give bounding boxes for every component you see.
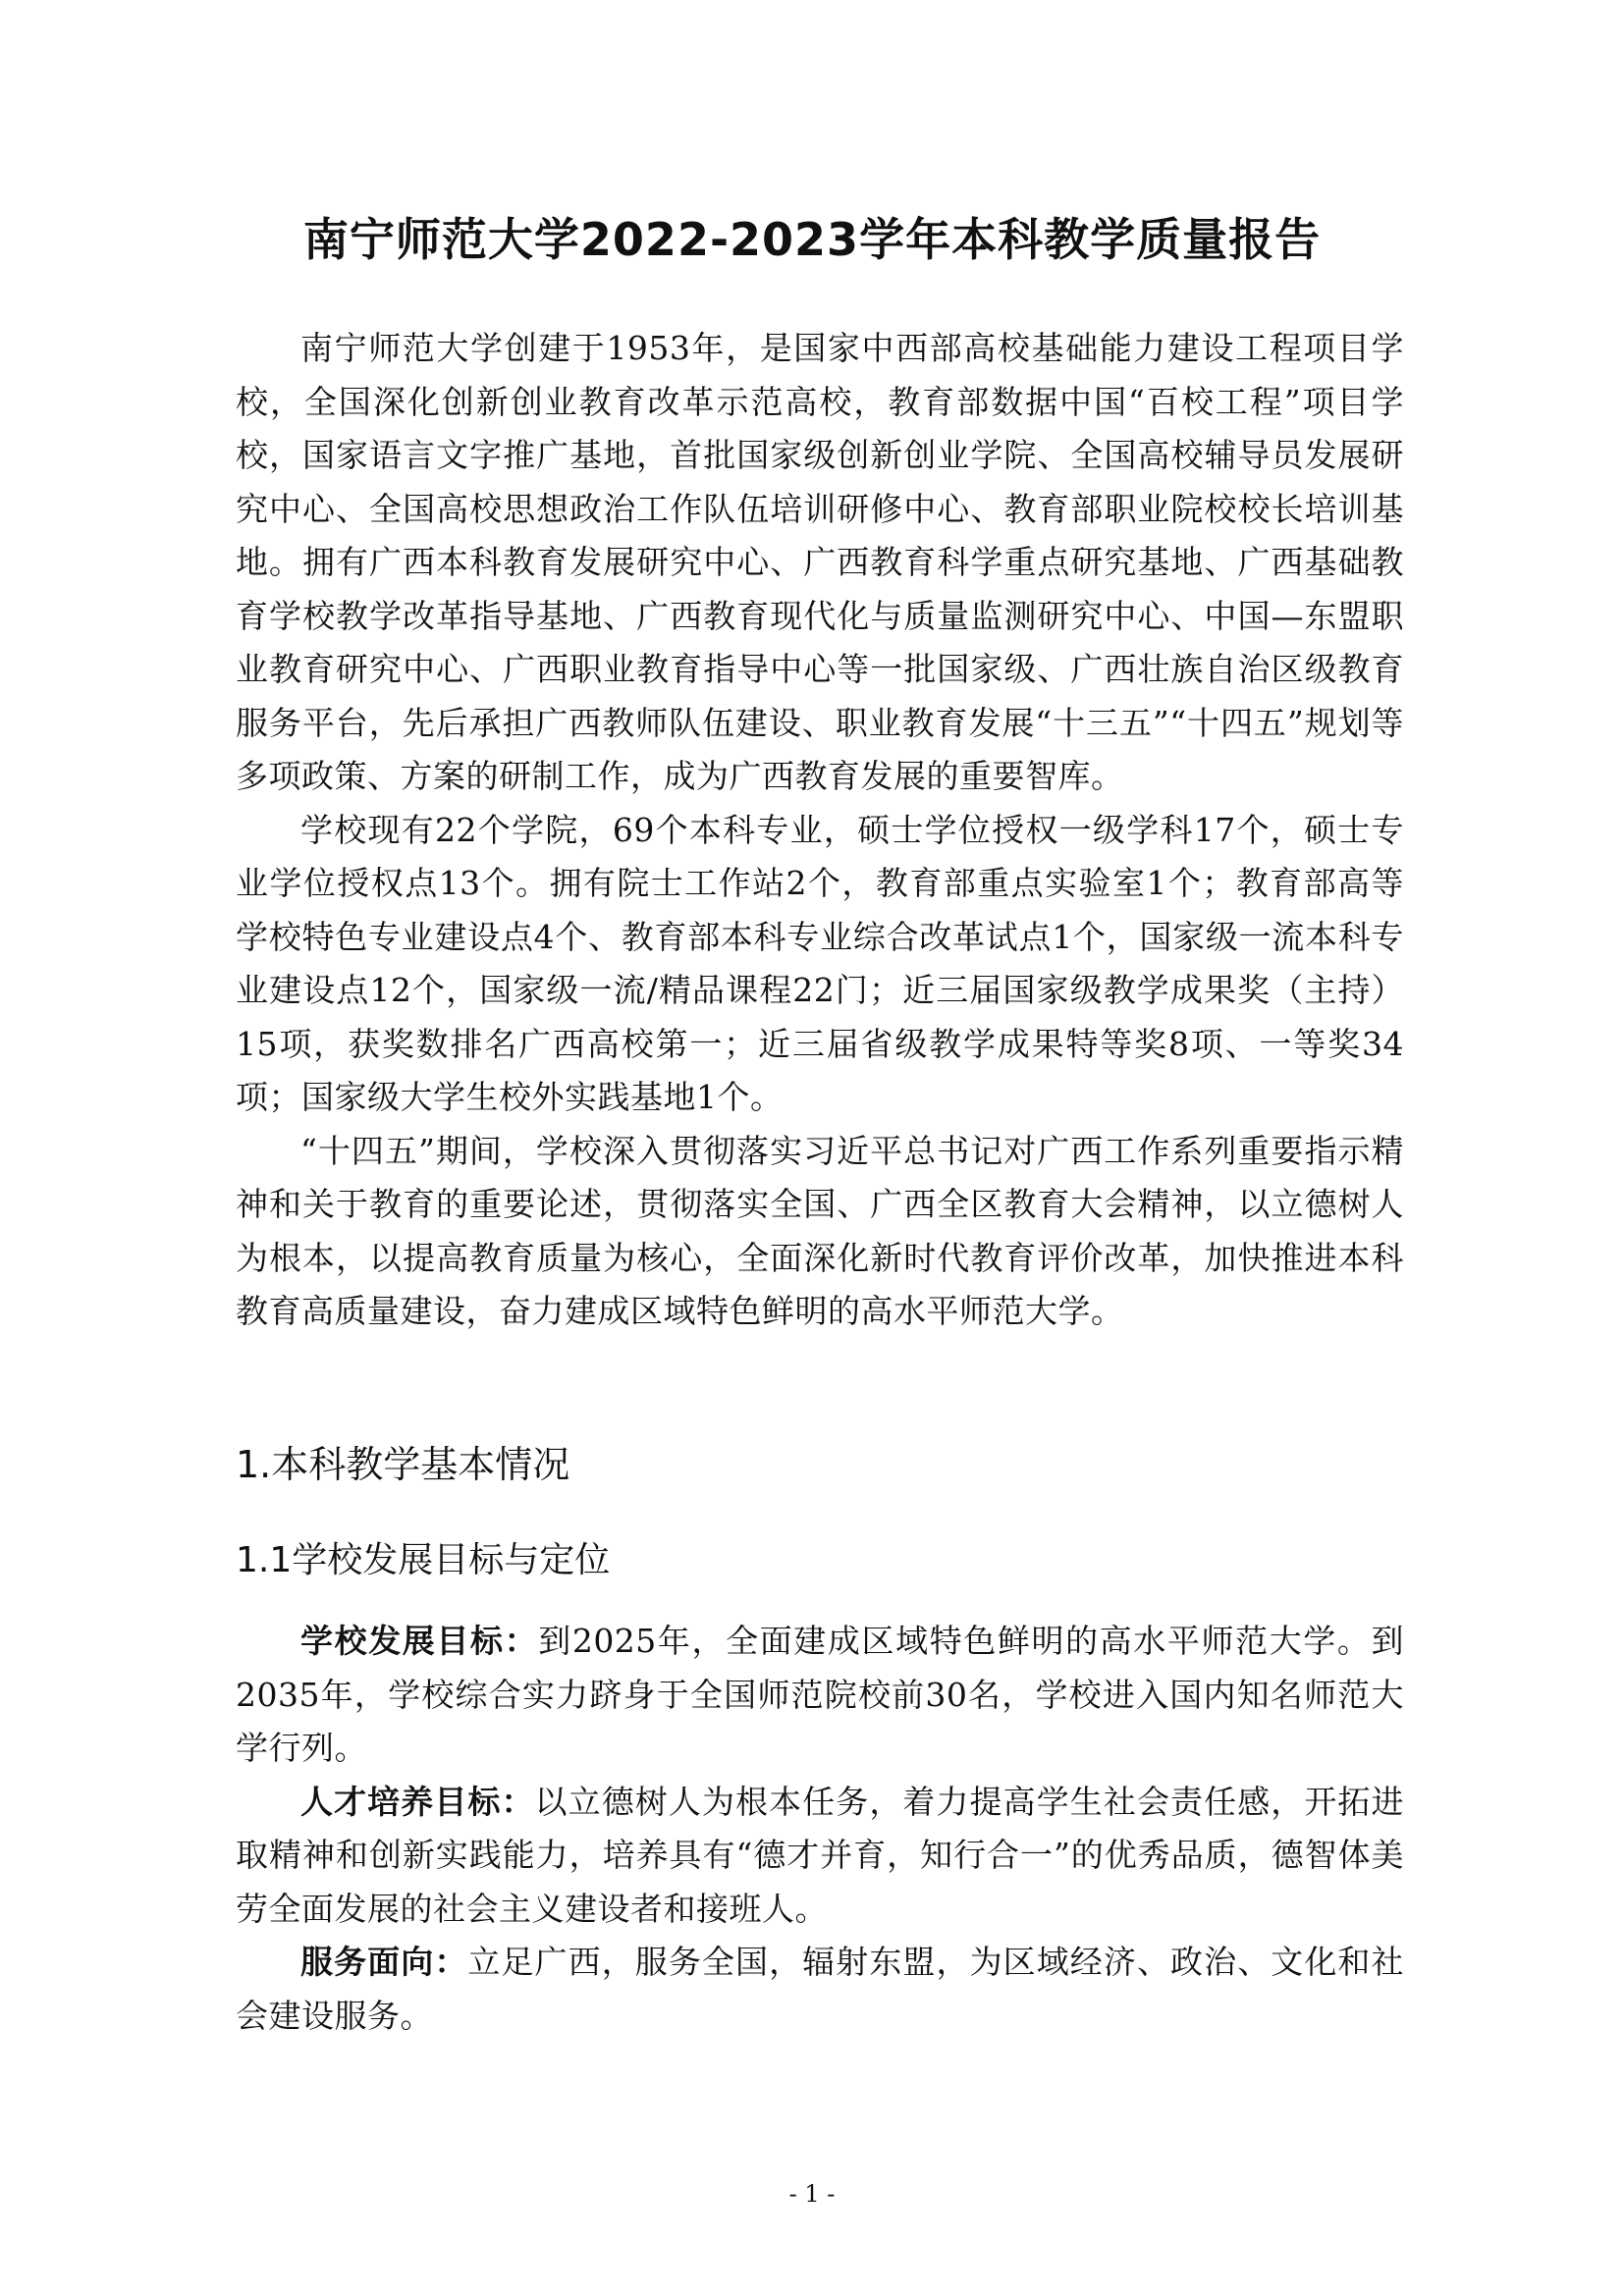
- subsection-heading: 1.1学校发展目标与定位: [236, 1540, 611, 1580]
- section-heading: 1.本科教学基本情况: [236, 1443, 570, 1486]
- goal-label: 服务面向：: [300, 1943, 468, 1981]
- goal-paragraph: [236, 1936, 1404, 2043]
- goal-paragraph: [236, 1776, 1404, 1937]
- goal-label: 学校发展目标：: [300, 1622, 539, 1660]
- intro-paragraph: 南宁师范大学创建于1953年，是国家中西部高校基础能力建设工程项目学校，全国深化创新创业教育改革示范高校，教育部数据中国“百校工程”项目学校，国家语言文字推广基地，首批国家级创新创业学院、全国高校辅导员发展研究中心、全国高校思想政治工作队伍培训研修中心、教育部职业院校校长培训基地。拥有广西本科教育发展研究中心、广西教育科学重点研究基地、广西基础教育学校教学改革指导基地、广西教育现代化与质量监测研究中心、中国—东盟职业教育研究中心、广西职业教育指导中心等一批国家级、广西壮族自治区级教育服务平台，先后承担广西教师队伍建设、职业教育发展“十三五”“十四五”规划等多项政策、方案的研制工作，成为广西教育发展的重要智库。: [236, 329, 1404, 795]
- goals-section: [236, 1615, 1404, 2043]
- intro-paragraph: “十四五”期间，学校深入贯彻落实习近平总书记对广西工作系列重要指示精神和关于教育的重要论述，贯彻落实全国、广西全区教育大会精神，以立德树人为根本，以提高教育质量为核心，全面深化新时代教育评价改革，加快推进本科教育高质量建设，奋力建成区域特色鲜明的高水平师范大学。: [236, 1131, 1404, 1330]
- intro-paragraph: 学校现有22个学院，69个本科专业，硕士学位授权一级学科17个，硕士专业学位授权点13个。拥有院士工作站2个，教育部重点实验室1个；教育部高等学校特色专业建设点4个、教育部本科专业综合改革试点1个，国家级一流本科专业建设点12个，国家级一流/精品课程22门；近三届国家级教学成果奖（主持）15项，获奖数排名广西高校第一；近三届省级教学成果特等奖8项、一等奖34项；国家级大学生校外实践基地1个。: [236, 810, 1404, 1116]
- report-title: 南宁师范大学2022-2023学年本科教学质量报告: [302, 213, 1322, 266]
- goal-text: 立足广西，服务全国，辐射东盟，为区域经济、政治、文化和社会建设服务。: [236, 1943, 1404, 2035]
- goal-text: 到2025年，全面建成区域特色鲜明的高水平师范大学。到2035年，学校综合实力跻身于全国师范院校前30名，学校进入国内知名师范大学行列。: [236, 1622, 1405, 1767]
- goal-paragraph: [236, 1615, 1404, 1776]
- goal-label: 人才培养目标：: [300, 1782, 535, 1821]
- intro-section: [236, 322, 1404, 1339]
- goal-text: 以立德树人为根本任务，着力提高学生社会责任感，开拓进取精神和创新实践能力，培养具有“德才并育，知行合一”的优秀品质，德智体美劳全面发展的社会主义建设者和接班人。: [236, 1782, 1404, 1928]
- page-number: - 1 -: [788, 2180, 836, 2208]
